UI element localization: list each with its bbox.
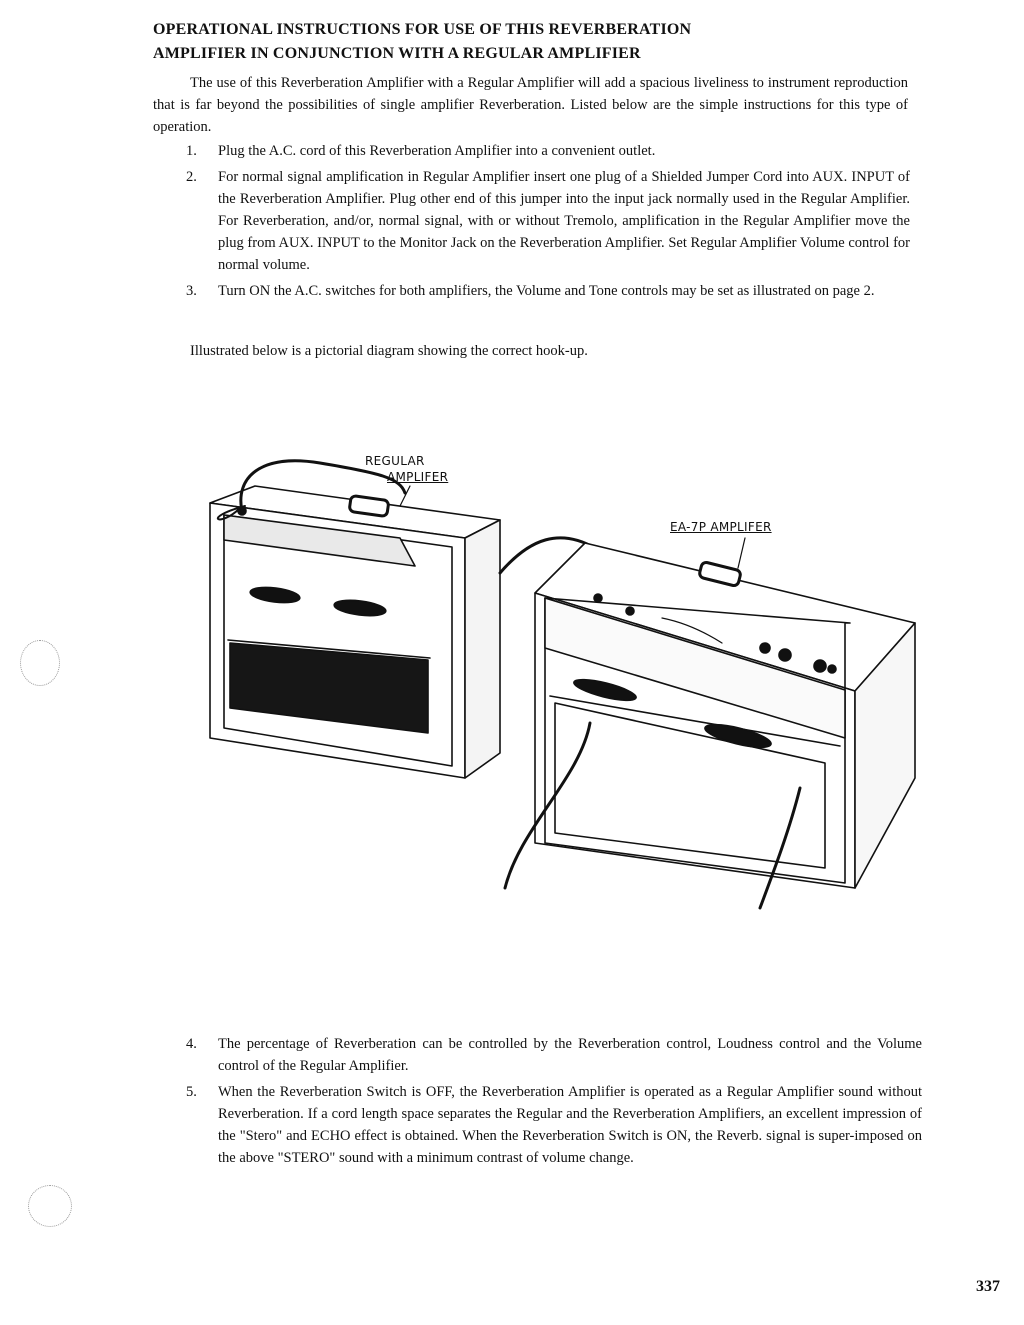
ea7p-amplifier-label: EA-7P AMPLIFER: [670, 520, 772, 534]
instruction-step-4: [186, 1033, 922, 1077]
binding-hole-mark: [20, 640, 60, 686]
step-number: 5.: [186, 1084, 197, 1100]
step-text: When the Reverberation Switch is OFF, the Reverberation Amplifier is operated as a Regular Amplifier sound without Reverberation. If a cord length space separates the Regular and the Reverberation Amplifiers, an excellent impression of the "Stero" and ECHO effect is obtained. When the Reverberation Switch is ON, the Reverb. signal is super-imposed on the above "STERO" sound with a minimum contrast of volume change.: [218, 1084, 922, 1166]
hookup-diagram: [200, 448, 920, 918]
title-line-1: OPERATIONAL INSTRUCTIONS FOR USE OF THIS REVERBERATION: [153, 21, 692, 38]
instruction-list-bottom: [186, 1033, 922, 1173]
binding-hole-mark-2: [28, 1185, 72, 1227]
instruction-step-2: [186, 166, 910, 276]
illustration-caption: Illustrated below is a pictorial diagram showing the correct hook-up.: [190, 343, 588, 359]
step-text: For normal signal amplification in Regular Amplifier insert one plug of a Shielded Jumper Cord into AUX. INPUT of the Reverberation Amplifier. Plug other end of this jumper into the input jack normally used in the Regular Amplifier. For Reverberation, and/or, normal signal, with or without Tremolo, amplification in the Regular Amplifier move the plug from AUX. INPUT to the Monitor Jack on the Reverberation Amplifier. Set Regular Amplifier Volume control for normal volume.: [218, 169, 910, 273]
title-line-2: AMPLIFIER IN CONJUNCTION WITH A REGULAR AMPLIFIER: [153, 45, 641, 62]
step-number: 4.: [186, 1036, 197, 1052]
step-text: The percentage of Reverberation can be controlled by the Reverberation control, Loudness control and the Volume control of the Regular Amplifier.: [218, 1036, 922, 1074]
page-title: [153, 18, 691, 66]
step-number: 1.: [186, 143, 197, 159]
ea7p-amplifier: [505, 543, 915, 908]
page-number: 337: [976, 1278, 1000, 1295]
instruction-list-top: [186, 140, 910, 306]
instruction-step-3: [186, 280, 910, 302]
regular-amplifier-label: REGULAR: [365, 454, 425, 468]
regular-amplifier: [210, 486, 500, 778]
label-pointer-ea7p: [738, 538, 745, 568]
instruction-step-5: [186, 1081, 922, 1169]
step-text: Turn ON the A.C. switches for both amplifiers, the Volume and Tone controls may be set as illustrated on page 2.: [218, 283, 875, 299]
step-text: Plug the A.C. cord of this Reverberation Amplifier into a convenient outlet.: [218, 143, 656, 159]
step-number: 2.: [186, 169, 197, 185]
step-number: 3.: [186, 283, 197, 299]
regular-amplifier-label-2: AMPLIFER: [387, 470, 449, 484]
instruction-step-1: [186, 140, 910, 162]
hookup-diagram-drawing: [200, 448, 920, 918]
intro-paragraph: The use of this Reverberation Amplifier with a Regular Amplifier will add a spacious liveliness to instrument reproduction that is far beyond the possibilities of single amplifier Reverberation. Listed below are the simple instructions for this type of operation.: [153, 75, 908, 135]
